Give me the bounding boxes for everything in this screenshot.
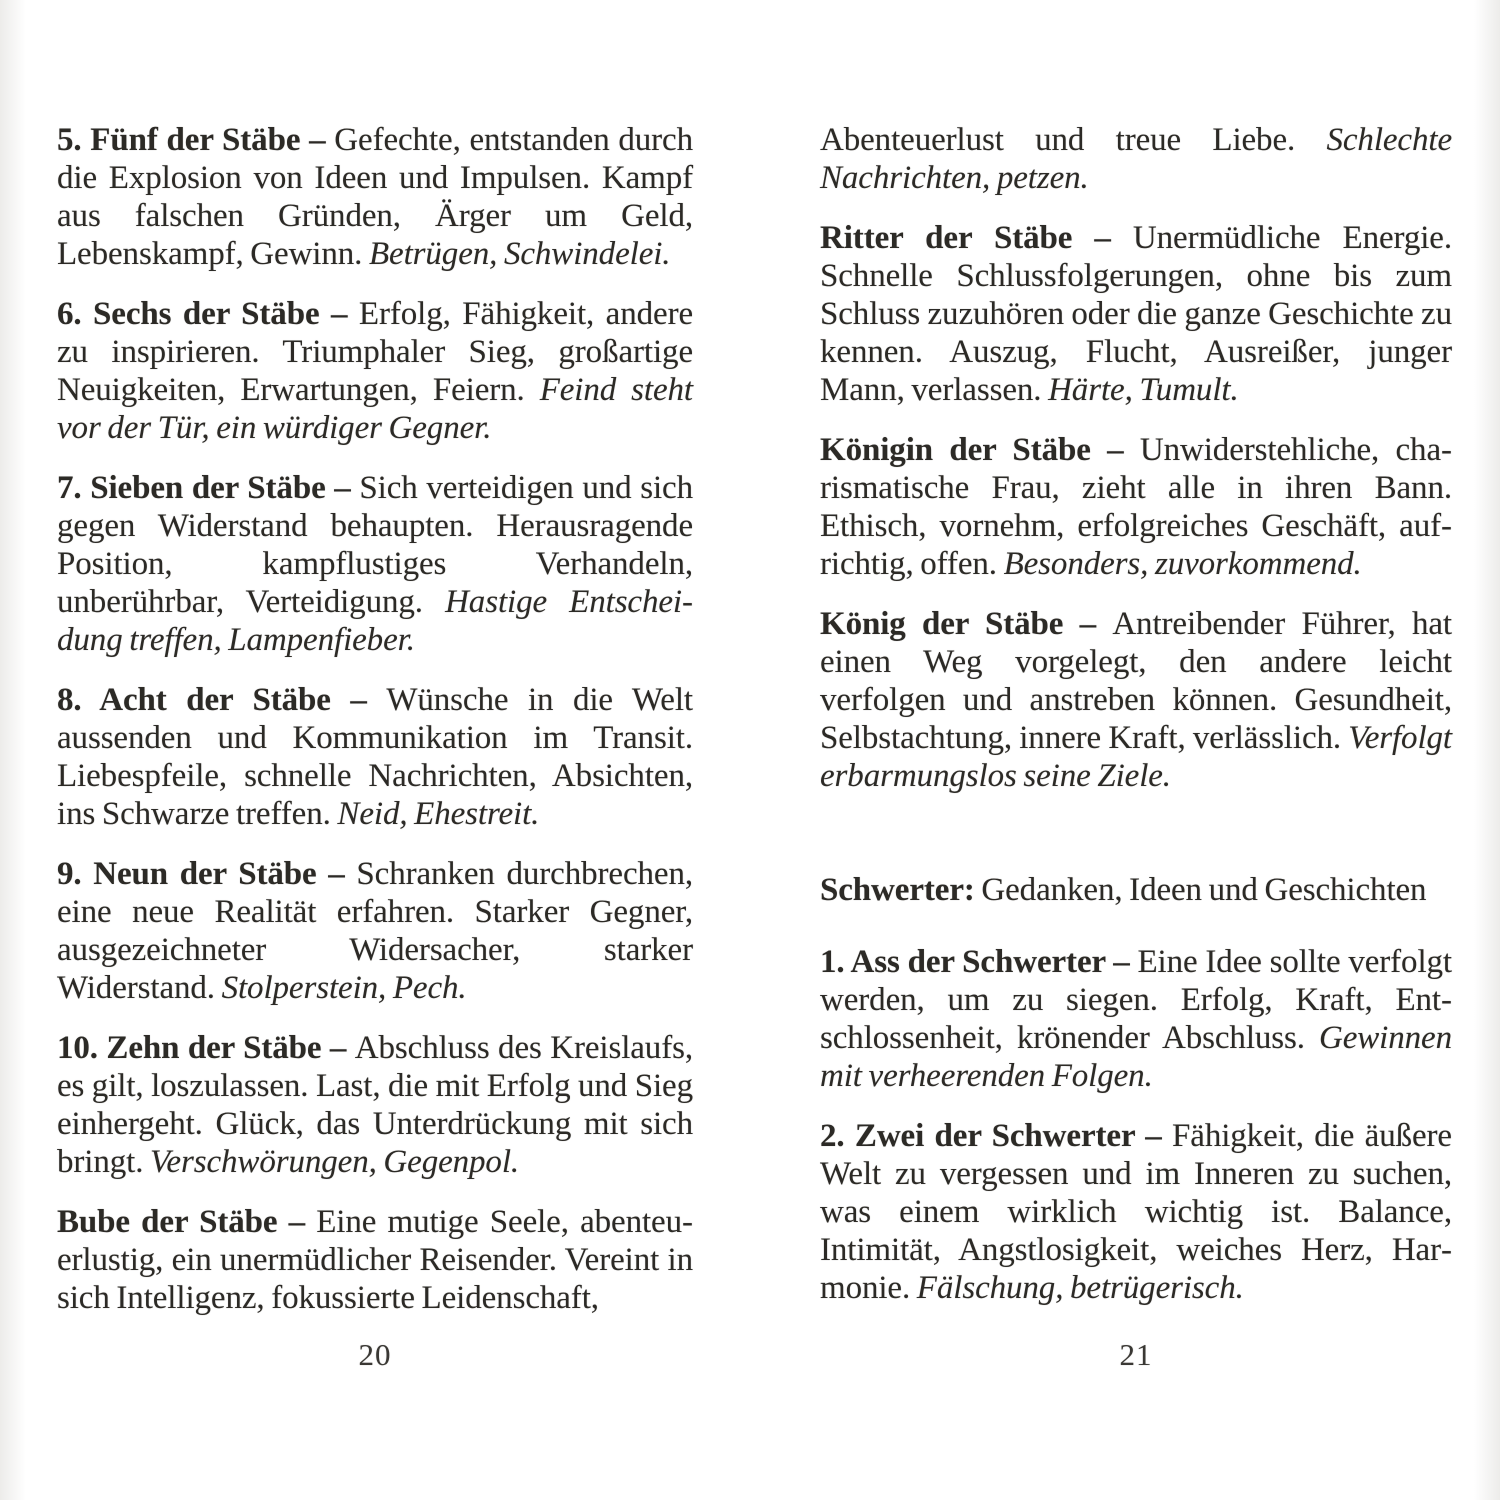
page-edge-shadow-left [0,0,26,1500]
card-title: König der Stäbe – [820,606,1113,642]
book-page-right [820,0,1452,1500]
card-reversed-meaning: Neid, Ehestreit. [337,796,540,832]
card-title: 1. Ass der Schwerter – [820,944,1138,980]
card-title: 7. Sieben der Stäbe – [57,470,360,506]
card-reversed-meaning: Betrügen, Schwindelei. [368,236,671,272]
card-meaning: Antreibender Führer, hat einen Weg vorgelegt, den andere leicht verfolgen und anstreben können. Gesundheit, Selbstachtung, innere Kraft, verlässlich. [820,606,1452,756]
card-meaning: Sich verteidigen und sich gegen Widerstand behaupten. Herausragende Position, kampflustiges Verhandeln, unberührbar, Verteidigung. [57,470,694,620]
card-reversed-meaning: Hastige Entscheidung treffen, Lampenfieber. [57,584,693,658]
card-meaning: Abenteuerlust und treue Liebe. [820,122,1327,158]
card-meaning: Wünsche in die Welt aussenden und Kommunikation im Transit. Liebespfeile, schnelle Nachrichten, Absichten, ins Schwarze treffen. [57,682,693,832]
card-reversed-meaning: Feind steht vor der Tür, ein würdiger Gegner. [57,372,693,446]
entry-5-fuenf-der-staebe [57,121,693,273]
section-subtitle: Gedanken, Ideen und Geschichten [981,872,1427,908]
card-reversed-meaning: Gewinnen mit verheerenden Folgen. [820,1020,1452,1094]
card-reversed-meaning: Härte, Tumult. [1048,372,1239,408]
card-title: Königin der Stäbe – [820,432,1140,468]
card-title: 8. Acht der Stäbe – [57,682,387,718]
entry-7-sieben-der-staebe [57,469,693,659]
page-number: 21 [1119,1337,1153,1372]
book-page-left [57,0,693,1500]
card-meaning: Fähigkeit, die äußere Welt zu vergessen und im Inneren zu suchen, was einem wirklich wichtig ist. Balance, Intimität, Angstlosigkeit, weiches Herz, Harmonie. [820,1118,1452,1306]
entry-8-acht-der-staebe [57,681,693,833]
card-meaning: Eine mutige Seele, abenteuerlustig, ein unermüdlicher Reisender. Vereint in sich Intelligenz, fokussierte Leidenschaft, [57,1204,693,1316]
entry-1-ass-der-schwerter [820,943,1452,1095]
card-reversed-meaning: Verschwörungen, Gegenpol. [150,1144,520,1180]
card-reversed-meaning: Verfolgt erbarmungslos seine Ziele. [820,720,1452,794]
section-title: Schwerter: [820,872,982,908]
entry-10-zehn-der-staebe [57,1029,693,1181]
entry-bube-der-staebe [57,1203,693,1317]
card-title: Bube der Stäbe – [57,1204,317,1240]
entry-2-zwei-der-schwerter [820,1117,1452,1307]
card-meaning: Schranken durchbrechen, eine neue Realität erfahren. Starker Gegner, ausgezeichneter Widersacher, starker Widerstand. [57,856,694,1006]
card-meaning: Unermüdliche Energie. Schnelle Schlussfolgerungen, ohne bis zum Schluss zuzuhören oder die ganze Geschichte zu kennen. Auszug, Flucht, Ausreißer, junger Mann, verlassen. [820,220,1452,408]
card-title: Ritter der Stäbe – [820,220,1133,256]
card-title: 6. Sechs der Stäbe – [57,296,359,332]
entry-9-neun-der-staebe [57,855,693,1007]
page-number: 20 [358,1337,392,1372]
entry-bube-der-staebe-continued [820,121,1452,197]
card-title: 2. Zwei der Schwerter – [820,1118,1173,1154]
card-reversed-meaning: Besonders, zuvorkommend. [1003,546,1362,582]
card-meaning: Abschluss des Kreislaufs, es gilt, loszulassen. Last, die mit Erfolg und Sieg einhergeht. Glück, das Unterdrückung mit sich bringt. [57,1030,693,1180]
card-meaning: Unwiderstehliche, charismatische Frau, zieht alle in ihren Bann. Ethisch, vornehm, erfolgreiches Geschäft, aufrichtig, offen. [820,432,1452,582]
section-heading-schwerter [820,871,1452,909]
card-meaning: Erfolg, Fähigkeit, andere zu inspirieren. Triumphaler Sieg, großartige Neuigkeiten, Erwartungen, Feiern. [57,296,693,408]
card-title: 5. Fünf der Stäbe – [57,122,335,158]
card-reversed-meaning: Stolperstein, Pech. [221,970,467,1006]
card-reversed-meaning: Fälschung, betrügerisch. [916,1270,1244,1306]
card-reversed-meaning: Schlechte Nachrichten, petzen. [820,122,1452,196]
card-title: 9. Neun der Stäbe – [57,856,357,892]
entry-6-sechs-der-staebe [57,295,693,447]
entry-koenigin-der-staebe [820,431,1452,583]
card-title: 10. Zehn der Stäbe – [57,1030,355,1066]
card-meaning: Gefechte, entstanden durch die Explosion von Ideen und Impulsen. Kampf aus falschen Gründen, Ärger um Geld, Lebenskampf, Gewinn. [57,122,693,272]
entry-ritter-der-staebe [820,219,1452,409]
card-meaning: Eine Idee sollte verfolgt werden, um zu siegen. Erfolg, Kraft, Entschlossenheit, krönender Abschluss. [820,944,1452,1056]
page-edge-shadow-right [1474,0,1500,1500]
entry-koenig-der-staebe [820,605,1452,795]
